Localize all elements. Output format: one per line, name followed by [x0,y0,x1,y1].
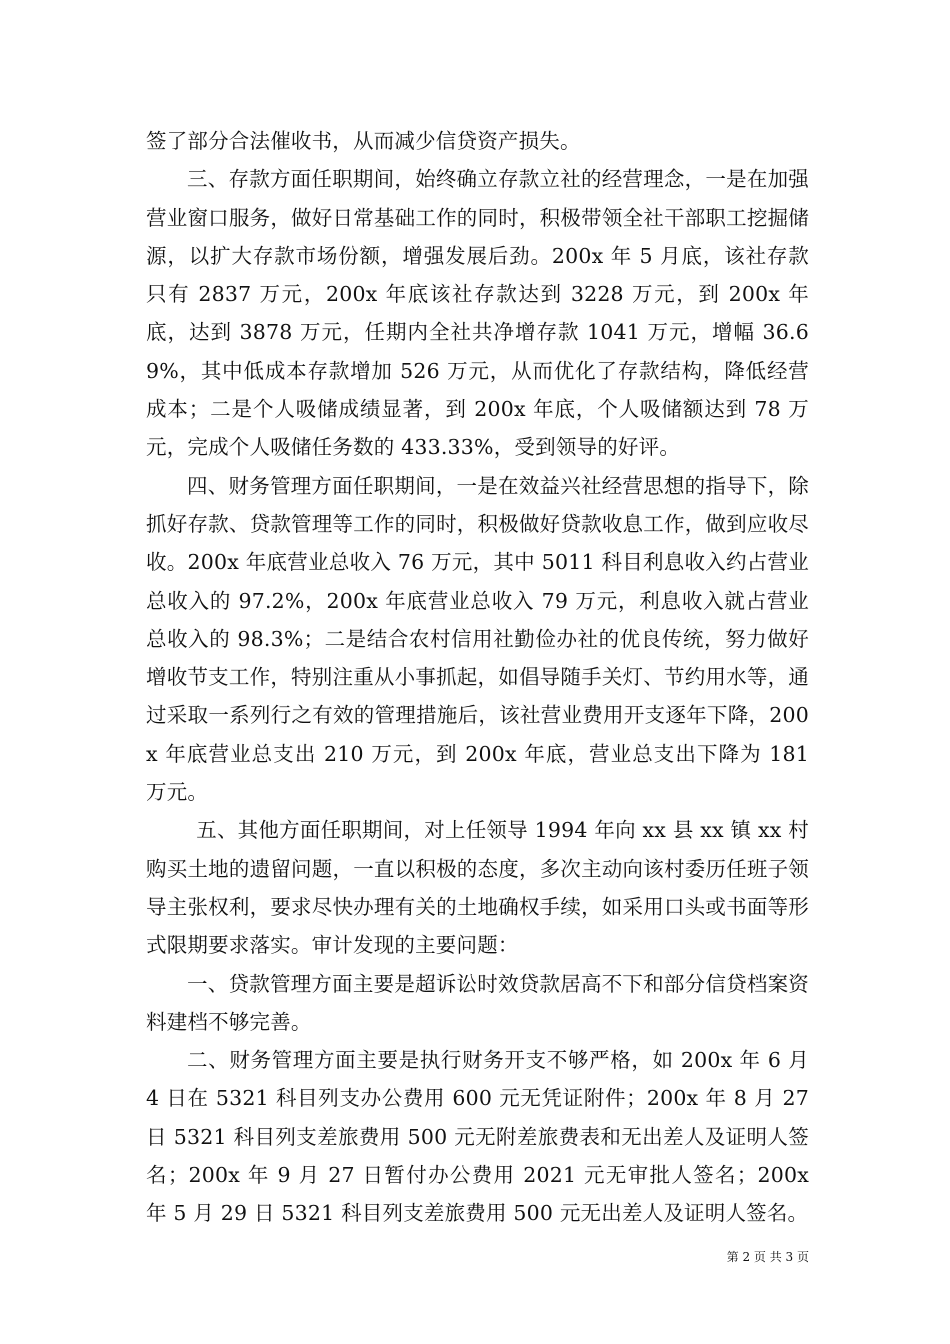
paragraph-finance-management: 四、财务管理方面任职期间，一是在效益兴社经营思想的指导下，除抓好存款、贷款管理等工作的同时，积极做好贷款收息工作，做到应收尽收。200x 年底营业总收入 76 万元，其中 5011 科目利息收入约占营业总收入的 97.2%，200x 年底营业总收入 79 万元，利息收入就占营业总收入的 98.3%；二是结合农村信用社勤俭办社的优良传统，努力做好增收节支工作，特别注重从小事抓起，如倡导随手关灯、节约用水等，通过采取一系列行之有效的管理措施后，该社营业费用开支逐年下降，200x 年底营业总支出 210 万元，到 200x 年底，营业总支出下降为 181 万元。 [146,473,809,805]
page-number: 第 2 页 共 3 页 [726,1250,809,1264]
paragraph-issue-loans: 一、贷款管理方面主要是超诉讼时效贷款居高不下和部分信贷档案资料建档不够完善。 [146,971,809,1034]
paragraph-issue-finance: 二、财务管理方面主要是执行财务开支不够严格，如 200x 年 6 月 4 日在 5321 科目列支办公费用 600 元无凭证附件；200x 年 8 月 27 日 5321 科目列支差旅费用 500 元无附差旅费表和无出差人及证明人签名；200x 年 9 月 27 日暂付办公费用 2021 元无审批人签名；200x 年 5 月 29 日 5321 科目列支差旅费用 500 元无出差人及证明人签名。 [146,1048,809,1226]
paragraph-other-aspects: 五、其他方面任职期间，对上任领导 1994 年向 xx 县 xx 镇 xx 村购买土地的遗留问题，一直以积极的态度，多次主动向该村委历任班子领导主张权利，要求尽快办理有关的土地确权手续，如采用口头或书面等形式限期要求落实。审计发现的主要问题： [146,818,809,958]
paragraph-continuation: 签了部分合法催收书，从而减少信贷资产损失。 [146,129,581,153]
paragraph-deposits: 三、存款方面任职期间，始终确立存款立社的经营理念，一是在加强营业窗口服务，做好日常基础工作的同时，积极带领全社干部职工挖掘储源，以扩大存款市场份额，增强发展后劲。200x 年 5 月底，该社存款只有 2837 万元，200x 年底该社存款达到 3228 万元，到 200x 年底，达到 3878 万元，任期内全社共净增存款 1041 万元，增幅 36.69%，其中低成本存款增加 526 万元，从而优化了存款结构，降低经营成本；二是个人吸储成绩显著，到 200x 年底，个人吸储额达到 78 万元，完成个人吸储任务数的 433.33%，受到领导的好评。 [146,167,809,460]
document-body [146,122,809,1233]
